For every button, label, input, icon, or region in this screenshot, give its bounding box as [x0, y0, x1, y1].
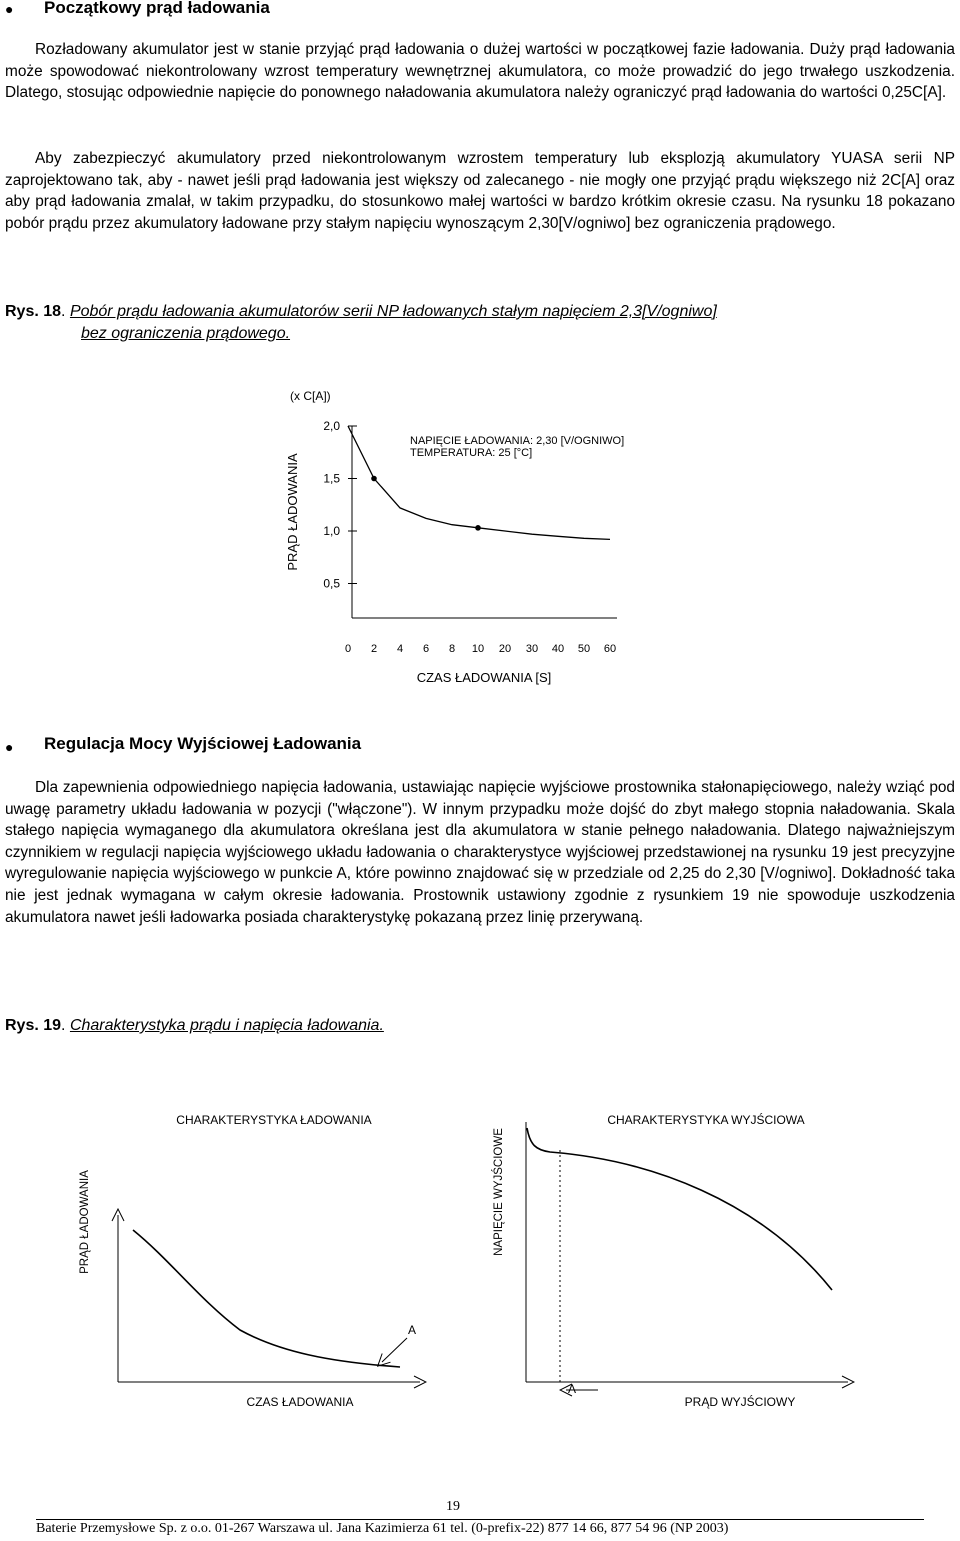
charging-characteristic-curve	[133, 1230, 400, 1367]
chart-y-axis-label: PRĄD ŁADOWANIA	[285, 453, 300, 571]
y-tick-label: 0,5	[323, 576, 340, 591]
y-tick-label: 1,5	[323, 471, 340, 486]
y-tick-label: 1,0	[323, 524, 340, 538]
section-heading-output-regulation: Regulacja Mocy Wyjściowej Ładowania	[44, 734, 362, 753]
y-tick-label: 2,0	[323, 419, 340, 433]
x-tick-label: 8	[448, 643, 456, 655]
page-number: 19	[446, 1499, 460, 1514]
figure-18-title-line1: Pobór prądu ładowania akumulatorów serii NP ładowanych stałym napięciem 2,3[V/ogniwo]	[69, 303, 717, 320]
figure-18-title-line2: bez ograniczenia prądowego.	[81, 325, 291, 342]
x-tick-label: 20	[498, 643, 512, 655]
x-tick-label: 6	[422, 643, 430, 655]
figure-18-label: Rys. 18	[5, 303, 62, 320]
figure-19-charts	[0, 1090, 960, 1430]
x-tick-label: 0	[344, 643, 352, 655]
figure-18-caption: Rys. 18. Pobór prądu ładowania akumulatorów serii NP ładowanych stałym napięciem 2,3[V/ogniwo]	[5, 303, 717, 320]
output-point-a-label: A	[568, 1382, 577, 1396]
paragraph-yuasa-protection: Aby zabezpieczyć akumulatory przed niekontrolowanym wzrostem temperatury lub eksplozją akumulatory YUASA serii NP zaprojektowano tak, aby - nawet jeśli prąd ładowania jest większy od zalecanego - nie mogły one przyjąć prądu większego niż 2C[A] oraz aby prąd ładowania zmalał, w takim przypadku, do stosunkowo małej wartości w bardzo krótkim okresie czasu. Na rysunku 18 pokazano pobór prądu przez akumulatory ładowane przy stałym napięciu wynoszącym 2,30[V/ogniwo] bez ograniczenia prądowego.	[5, 150, 955, 232]
chart-annotation-voltage: NAPIĘCIE ŁADOWANIA: 2,30 [V/OGNIWO]	[410, 435, 625, 447]
x-tick-label: 10	[471, 643, 485, 655]
output-characteristic-title: CHARAKTERYSTYKA WYJŚCIOWA	[607, 1113, 805, 1127]
x-tick-label: 40	[551, 643, 565, 655]
chart-marked-points	[371, 476, 481, 531]
x-tick-label: 2	[370, 643, 378, 655]
x-tick-label: 30	[525, 643, 539, 655]
figure-18-chart	[0, 370, 960, 700]
section-heading-initial-current: Początkowy prąd ładowania	[44, 0, 270, 17]
figure-19-label: Rys. 19	[5, 1017, 62, 1034]
chart-x-ticks	[345, 643, 616, 655]
footer-address: Baterie Przemysłowe Sp. z o.o. 01-267 Warszawa ul. Jana Kazimierza 61 tel. (0-prefix-22) 877 14 66, 877 54 96 (NP 2003)	[36, 1521, 729, 1536]
output-characteristic-curve	[527, 1128, 832, 1290]
x-tick-label: 4	[396, 643, 404, 655]
x-tick-label: 50	[577, 643, 591, 655]
chart-point	[371, 476, 377, 482]
paragraph-initial-current: Rozładowany akumulator jest w stanie przyjąć prąd ładowania o dużej wartości w początkowej fazie ładowania. Duży prąd ładowania może spowodować niekontrolowany wzrost temperatury wewnętrznej akumulatora, co może prowadzić do jego trwałego uszkodzenia. Dlatego, stosując odpowiednie napięcie do ponownego naładowania akumulatora należy ograniczyć prąd ładowania do wartości 0,25C[A].	[5, 41, 955, 102]
output-characteristic-x-label: PRĄD WYJŚCIOWY	[684, 1395, 796, 1409]
paragraph-output-regulation: Dla zapewnienia odpowiedniego napięcia ładowania, ustawiając napięcie wyjściowe prostownika stałonapięciowego, należy wziąć pod uwagę parametry układu ładowania w pozycji ("włączone"). W innym przypadku może dojść do zbyt małego stopnia naładowania. Skala stałego napięcia wymaganego dla akumulatora określana jest dla akumulatora w stanie pełnego naładowania. Dlatego najważniejszym czynnikiem w regulacji napięcia wyjściowego układu ładowania o charakterystyce wyjściowej przedstawionej na rysunku 19 jest precyzyjne wyregulowanie napięcia wyjściowego w punkcie A, które powinno znajdować się w przedziale od 2,25 do 2,30 [V/ogniwo]. Dokładność taka nie jest jednak wymagana w całym okresie ładowania. Prostownik ustawiony zgodnie z rysunkiem 19 nie spowoduje uszkodzenia akumulatora nawet jeśli ładowarka posiada charakterystykę pokazaną przez linię przerywaną.	[5, 779, 955, 926]
charging-characteristic-x-label: CZAS ŁADOWANIA	[246, 1395, 354, 1409]
figure-18-caption-line2	[81, 323, 290, 345]
charging-characteristic-title: CHARAKTERYSTYKA ŁADOWANIA	[176, 1113, 372, 1127]
figure-19-title: Charakterystyka prądu i napięcia ładowania.	[69, 1017, 384, 1034]
charging-characteristic-y-label: PRĄD ŁADOWANIA	[79, 1170, 91, 1274]
footer-divider	[36, 1519, 924, 1520]
chart-annotation-temperature: TEMPERATURA: 25 [°C]	[410, 447, 533, 459]
x-tick-label: 60	[603, 643, 617, 655]
charging-point-a-arrow	[382, 1338, 407, 1362]
output-characteristic-y-label: NAPIĘCIE WYJŚCIOWE	[493, 1128, 505, 1256]
chart-x-axis-label: CZAS ŁADOWANIA [S]	[416, 670, 552, 685]
bullet-icon: ●	[5, 739, 14, 755]
figure-19-caption: Rys. 19. Charakterystyka prądu i napięcia ładowania.	[5, 1017, 384, 1034]
chart-point	[475, 525, 481, 531]
chart-unit-label: (x C[A])	[290, 389, 331, 403]
charging-point-a-label: A	[408, 1323, 417, 1337]
bullet-icon: ●	[5, 1, 14, 17]
